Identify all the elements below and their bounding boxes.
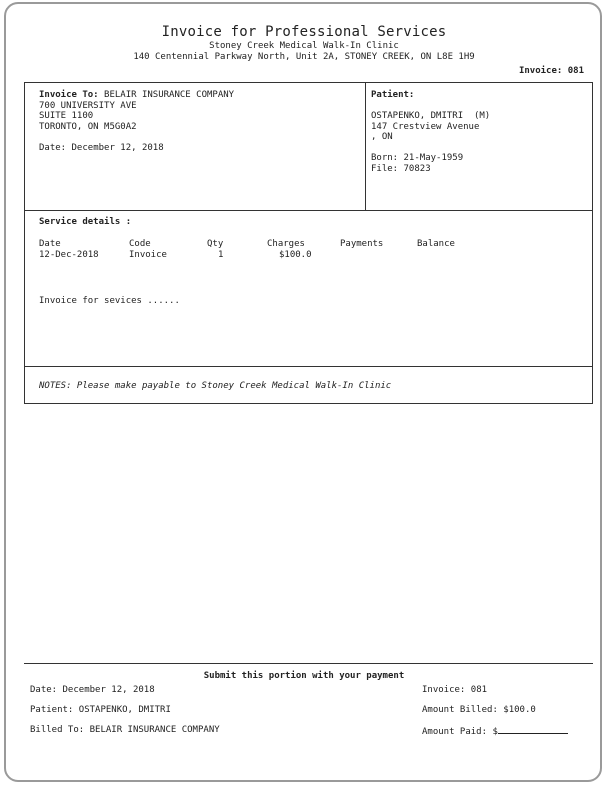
patient-address1: 147 Crestview Avenue xyxy=(371,121,480,132)
column-header-qty: Qty xyxy=(207,239,224,249)
patient-address2: , ON xyxy=(371,132,393,142)
column-header-balance: Balance xyxy=(417,239,455,249)
remit-patient xyxy=(30,705,171,716)
invoice-date-value: December 12, 2018 xyxy=(71,143,164,153)
remit-date-value: December 12, 2018 xyxy=(62,685,155,695)
patient-name xyxy=(371,111,490,122)
invoice-to-name: BELAIR INSURANCE COMPANY xyxy=(104,90,235,100)
remittance-divider xyxy=(24,663,593,664)
column-divider xyxy=(365,82,366,210)
invoice-label: Invoice: xyxy=(518,66,563,76)
remit-billed-label: Billed To: xyxy=(30,725,85,735)
remit-invoice xyxy=(422,685,487,696)
clinic-address: 140 Centennial Parkway North, Unit 2A, STONEY CREEK, ON L8E 1H9 xyxy=(133,52,475,62)
invoice-to-block xyxy=(39,90,234,101)
remit-date-label: Date: xyxy=(30,685,58,695)
remit-invoice-value: 081 xyxy=(470,685,488,695)
row-date: 12-Dec-2018 xyxy=(39,249,99,260)
remit-billed-to xyxy=(30,725,220,736)
patient-sex: (M) xyxy=(473,111,491,121)
row-qty: 1 xyxy=(218,249,224,260)
remit-date xyxy=(30,685,155,696)
invoice-number: 081 xyxy=(567,66,584,76)
remit-patient-value: OSTAPENKO, DMITRI xyxy=(78,705,171,715)
patient-name-value: OSTAPENKO, DMITRI xyxy=(371,111,464,121)
patient-born xyxy=(371,153,463,164)
invoice-date xyxy=(39,143,164,154)
column-header-payments: Payments xyxy=(340,239,384,249)
invoice-number-header xyxy=(519,66,584,76)
patient-file xyxy=(371,164,431,175)
remit-amount-paid xyxy=(422,725,568,738)
column-header-date: Date xyxy=(39,239,61,249)
service-details-heading: Service details : xyxy=(39,217,132,227)
column-header-code: Code xyxy=(129,239,151,249)
remit-amount-billed-label: Amount Billed: xyxy=(422,705,498,715)
divider-line xyxy=(24,366,593,367)
payment-notes: NOTES: Please make payable to Stoney Creek Medical Walk-In Clinic xyxy=(39,381,392,391)
row-code: Invoice xyxy=(129,249,167,260)
patient-file-label: File: xyxy=(371,164,399,174)
remit-amount-paid-label: Amount Paid: xyxy=(422,727,488,737)
remit-patient-label: Patient: xyxy=(30,705,74,715)
divider-line xyxy=(24,210,593,211)
invoice-to-address3: TORONTO, ON M5G0A2 xyxy=(39,121,137,132)
invoice-to-label: Invoice To: xyxy=(39,90,99,100)
remit-amount-paid-prefix: $ xyxy=(492,727,498,737)
invoice-date-label: Date: xyxy=(39,143,67,153)
row-charges: $100.0 xyxy=(279,249,312,260)
remittance-heading: Submit this portion with your payment xyxy=(203,671,405,681)
amount-paid-field[interactable] xyxy=(498,725,568,734)
patient-file-value: 70823 xyxy=(403,164,431,174)
column-header-charges: Charges xyxy=(267,239,305,249)
patient-born-value: 21-May-1959 xyxy=(403,153,464,163)
remit-invoice-label: Invoice: xyxy=(422,685,466,695)
remit-amount-billed-value: $100.0 xyxy=(503,705,536,715)
invoice-to-address1: 700 UNIVERSITY AVE xyxy=(39,100,137,111)
patient-label: Patient: xyxy=(371,90,415,100)
clinic-name: Stoney Creek Medical Walk-In Clinic xyxy=(209,41,399,51)
invoice-to-address2: SUITE 1100 xyxy=(39,111,94,121)
page-title: Invoice for Professional Services xyxy=(161,24,447,40)
remit-billed-value: BELAIR INSURANCE COMPANY xyxy=(89,725,220,735)
service-description: Invoice for sevices ...... xyxy=(39,296,180,306)
remit-amount-billed xyxy=(422,705,536,716)
patient-born-label: Born: xyxy=(371,153,399,163)
